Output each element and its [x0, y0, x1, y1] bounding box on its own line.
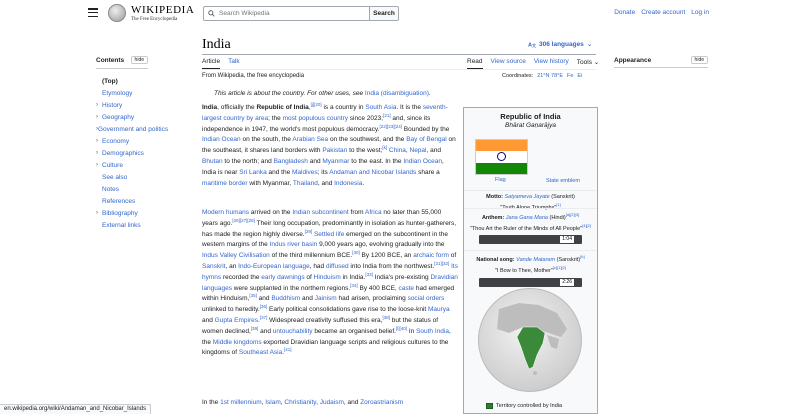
- chevron-right-icon[interactable]: ›: [96, 210, 98, 216]
- search-icon: [208, 10, 215, 17]
- namespace-tabs: [202, 58, 240, 69]
- toc-item[interactable]: [96, 159, 151, 171]
- toc-item-label: Government and politics: [98, 125, 169, 133]
- flag-link[interactable]: Flag: [495, 177, 506, 183]
- toc-item-label: Notes: [102, 185, 119, 193]
- toc-item-label: Economy: [102, 137, 130, 145]
- tabs-divider: [202, 69, 596, 70]
- lead-paragraph-1: India, officially the Republic of India,[j][20] is a country in South Asia. It is the seventh-largest country by area; the most populous country since 2023;[21] and, since its independence in 1947, the world's most populous democracy.[22][23][24] Bounded by the Indian Ocean on the south, the Arabian Sea on the southwest, and the Bay of Bengal on the southeast, it shares land borders with Pakistan to the west;[k] China, Nepal, and Bhutan to the north; and Bangladesh and Myanmar to the east. In the Indian Ocean, India is near Sri Lanka and the Maldives; its Andaman and Nicobar Islands share a maritime border with Myanmar, Thailand, and Indonesia.: [202, 101, 456, 187]
- toc-item-label: Bibliography: [102, 209, 138, 217]
- title-divider: [202, 54, 596, 55]
- tab-talk[interactable]: Talk: [228, 58, 240, 65]
- infobox-motto: Motto: Satyameva Jayate (Sanskrit) "Truth Alone Triumphs"[1]: [464, 190, 597, 214]
- infobox-native-name: Bhārat Gaṇarājya: [505, 122, 556, 129]
- infobox-national-song: National song: Vande Mataram (Sanskrit)[b] "I Bow to Thee, Mother"[c][1][2]: [464, 250, 597, 286]
- anthem-audio-player[interactable]: [479, 235, 582, 244]
- toc-item[interactable]: [96, 99, 151, 111]
- language-count: 306 languages: [539, 40, 584, 48]
- chevron-down-icon: ⌄: [586, 41, 593, 48]
- toc-item[interactable]: [96, 171, 151, 183]
- map-legend: Territory controlled by India: [486, 403, 562, 409]
- infobox-title: Republic of India: [500, 112, 561, 121]
- ashoka-chakra-icon: [497, 152, 506, 161]
- main-menu-button[interactable]: [88, 8, 98, 17]
- tagline: The Free Encyclopedia: [131, 16, 178, 22]
- tab-view-history[interactable]: View history: [533, 58, 569, 65]
- flag-of-india[interactable]: [475, 139, 528, 175]
- toc-item[interactable]: [96, 219, 151, 231]
- toc-item[interactable]: [96, 147, 151, 159]
- site-subtitle: From Wikipedia, the free encyclopedia: [202, 73, 305, 79]
- svg-text:A: A: [528, 42, 533, 48]
- create-account-link[interactable]: Create account: [641, 9, 686, 16]
- toc-item-label: Geography: [102, 113, 135, 121]
- view-tabs: [467, 58, 599, 69]
- chevron-right-icon[interactable]: ›: [96, 126, 98, 132]
- tools-menu[interactable]: Tools ⌄: [576, 59, 600, 66]
- wikipedia-logo[interactable]: [108, 4, 194, 22]
- toc-item-label: See also: [102, 173, 128, 181]
- coordinates: Coordinates: 21°N 78°E Fe Ei: [502, 73, 583, 79]
- song-duration: 2:26: [562, 279, 572, 285]
- appearance-hide-button[interactable]: hide: [691, 56, 708, 64]
- chevron-right-icon[interactable]: ›: [96, 162, 98, 168]
- status-bar-url: en.wikipedia.org/wiki/Andaman_and_Nicobar_Islands: [0, 404, 151, 414]
- infobox: [463, 107, 598, 414]
- tab-view-source[interactable]: View source: [490, 58, 526, 65]
- hamburger-icon: [88, 8, 98, 10]
- chevron-right-icon[interactable]: ›: [96, 138, 98, 144]
- lead-paragraph-3: In the 1st millennium, Islam, Christianity, Judaism, and Zoroastrianism: [202, 399, 404, 406]
- disambiguation-link[interactable]: India (disambiguation): [364, 90, 429, 97]
- donate-link[interactable]: Donate: [614, 9, 636, 16]
- svg-text:文: 文: [532, 43, 536, 48]
- toc-item[interactable]: [96, 75, 151, 87]
- state-emblem-link[interactable]: State emblem: [546, 178, 580, 184]
- login-link[interactable]: Log in: [691, 9, 709, 16]
- wordmark: WIKIPEDIA: [131, 3, 195, 16]
- translate-icon: [528, 40, 536, 48]
- coordinates-link[interactable]: 21°N 78°E: [537, 73, 563, 79]
- toc-item-label: History: [102, 101, 123, 109]
- india-map-image: [479, 289, 582, 392]
- appearance-heading: Appearance: [614, 56, 652, 64]
- orthographic-map[interactable]: [478, 288, 582, 392]
- search-form: [203, 6, 399, 21]
- search-button[interactable]: Search: [369, 6, 399, 21]
- hatnote: This article is about the country. For other uses, see India (disambiguation).: [214, 90, 431, 97]
- toc-list: [96, 75, 169, 231]
- toc-item-label: (Top): [102, 77, 118, 85]
- tab-article[interactable]: Article: [202, 58, 220, 69]
- toc-item[interactable]: [96, 87, 151, 99]
- toc-item-label: Etymology: [102, 89, 133, 97]
- wikipedia-globe-icon: [108, 4, 126, 22]
- user-links: [614, 9, 709, 16]
- legend-swatch: [486, 403, 493, 409]
- toc-item[interactable]: [96, 183, 151, 195]
- toc-item-label: External links: [102, 221, 141, 229]
- infobox-anthem: Anthem: Jana Gana Mana (Hindi)[a][2][3] "Thou Art the Ruler of the Minds of All People"[4][2]: [464, 208, 597, 252]
- anthem-duration: 1:04: [562, 236, 572, 242]
- search-input[interactable]: [219, 10, 339, 17]
- chevron-right-icon[interactable]: ›: [96, 114, 98, 120]
- chevron-right-icon[interactable]: ›: [96, 150, 98, 156]
- tab-read[interactable]: Read: [467, 58, 483, 69]
- chevron-right-icon[interactable]: ›: [96, 102, 98, 108]
- toc-hide-button[interactable]: hide: [131, 56, 148, 64]
- toc-item[interactable]: [96, 207, 151, 219]
- language-button[interactable]: [528, 40, 592, 48]
- table-of-contents: [96, 56, 169, 231]
- toc-item[interactable]: [96, 135, 151, 147]
- page-title: India: [202, 37, 231, 52]
- toc-item-label: References: [102, 197, 136, 205]
- toc-item[interactable]: [96, 111, 151, 123]
- chevron-down-icon: ⌄: [593, 59, 600, 66]
- toc-item[interactable]: [96, 123, 169, 135]
- lead-paragraph-2: Modern humans arrived on the Indian subcontinent from Africa no later than 55,000 years ago.[26][27][28] Their long occupation, predominantly in isolation as hunter-gatherers, has made the region highly diverse.[29] Settled life emerged on the subcontinent in the western margins of the Indus river basin 9,000 years ago, evolving gradually into the Indus Valley Civilisation of the third millennium BCE.[30] By 1200 BCE, an archaic form of Sanskrit, an Indo-European language, had diffused into India from the northwest.[31][32] Its hymns recorded the early dawnings of Hinduism in India.[33] India's pre-existing Dravidian languages were supplanted in the northern regions.[34] By 400 BCE, caste had emerged within Hinduism,[35] and Buddhism and Jainism had arisen, proclaiming social orders unlinked to heredity.[36] Early political consolidations gave rise to the loose-knit Maurya and Gupta Empires.[37] Widespread creativity suffused this era,[38] but the status of women declined,[39] and untouchability became an organised belief.[l][40] In South India, the Middle kingdoms exported Dravidian language scripts and religious cultures to the kingdoms of Southeast Asia.[41]: [202, 209, 458, 357]
- toc-item[interactable]: [96, 195, 151, 207]
- song-audio-player[interactable]: [479, 278, 582, 287]
- appearance-panel: [614, 56, 708, 68]
- site-header: [0, 0, 800, 28]
- toc-item-label: Culture: [102, 161, 123, 169]
- toc-item-label: Demographics: [102, 149, 144, 157]
- contents-heading: Contents: [96, 56, 125, 64]
